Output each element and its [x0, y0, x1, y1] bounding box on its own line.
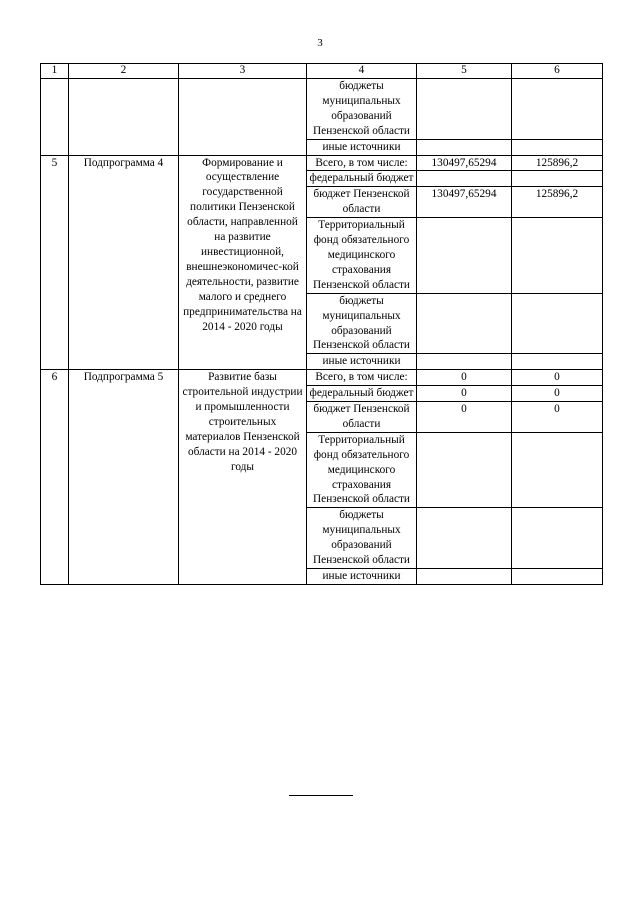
table-row: [41, 155, 603, 171]
amount-cell: [512, 569, 603, 585]
amount-cell: [417, 569, 512, 585]
table-row: [41, 79, 603, 140]
funding-source-cell: бюджеты муниципальных образований Пензенской области: [307, 508, 417, 569]
amount-cell: [512, 139, 603, 155]
amount-cell: 0: [512, 402, 603, 433]
funding-source-cell: Территориальный фонд обязательного медицинского страхования Пензенской области: [307, 432, 417, 508]
funding-source-cell: бюджеты муниципальных образований Пензенской области: [307, 293, 417, 354]
amount-cell: [512, 293, 603, 354]
subprogram-name-cell: Подпрограмма 5: [69, 370, 179, 585]
funding-source-cell: Всего, в том числе:: [307, 155, 417, 171]
amount-cell: [417, 171, 512, 187]
amount-cell: 0: [417, 402, 512, 433]
amount-cell: 125896,2: [512, 187, 603, 218]
empty-cell: [179, 79, 307, 156]
table-row: [41, 370, 603, 386]
amount-cell: 0: [512, 386, 603, 402]
funding-source-cell: иные источники: [307, 139, 417, 155]
empty-cell: [69, 79, 179, 156]
column-header: 4: [307, 64, 417, 79]
funding-source-cell: Территориальный фонд обязательного медицинского страхования Пензенской области: [307, 218, 417, 294]
funding-source-cell: бюджеты муниципальных образований Пензенской области: [307, 79, 417, 140]
funding-source-cell: федеральный бюджет: [307, 386, 417, 402]
amount-cell: [512, 171, 603, 187]
funding-source-cell: иные источники: [307, 569, 417, 585]
column-header: 5: [417, 64, 512, 79]
row-number-cell: 6: [41, 370, 69, 585]
amount-cell: [417, 139, 512, 155]
amount-cell: [512, 508, 603, 569]
amount-cell: 0: [512, 370, 603, 386]
funding-source-cell: бюджет Пензенской области: [307, 187, 417, 218]
amount-cell: [512, 218, 603, 294]
column-header: 2: [69, 64, 179, 79]
funding-source-cell: федеральный бюджет: [307, 171, 417, 187]
amount-cell: 130497,65294: [417, 155, 512, 171]
amount-cell: 130497,65294: [417, 187, 512, 218]
amount-cell: [417, 218, 512, 294]
column-header: 6: [512, 64, 603, 79]
amount-cell: [417, 79, 512, 140]
funding-source-cell: иные источники: [307, 354, 417, 370]
amount-cell: [417, 293, 512, 354]
amount-cell: [512, 432, 603, 508]
subprogram-title-cell: Формирование и осуществление государственной политики Пензенской области, направленной на развитие инвестиционной, внешнеэкономичес-кой деятельности, развитие малого и среднего предпринимательства на 2014 - 2020 годы: [179, 155, 307, 370]
amount-cell: [417, 508, 512, 569]
subprogram-name-cell: Подпрограмма 4: [69, 155, 179, 370]
empty-cell: [41, 79, 69, 156]
table-header-row: [41, 64, 603, 79]
row-number-cell: 5: [41, 155, 69, 370]
amount-cell: 0: [417, 370, 512, 386]
column-header: 3: [179, 64, 307, 79]
funding-table: [40, 63, 603, 585]
amount-cell: 125896,2: [512, 155, 603, 171]
amount-cell: [417, 354, 512, 370]
footer-divider: [289, 795, 353, 796]
page-number: 3: [317, 37, 323, 49]
funding-source-cell: бюджет Пензенской области: [307, 402, 417, 433]
funding-source-cell: Всего, в том числе:: [307, 370, 417, 386]
column-header: 1: [41, 64, 69, 79]
amount-cell: [417, 432, 512, 508]
amount-cell: [512, 354, 603, 370]
subprogram-title-cell: Развитие базы строительной индустрии и промышленности строительных материалов Пензенской области на 2014 - 2020 годы: [179, 370, 307, 585]
amount-cell: 0: [417, 386, 512, 402]
amount-cell: [512, 79, 603, 140]
